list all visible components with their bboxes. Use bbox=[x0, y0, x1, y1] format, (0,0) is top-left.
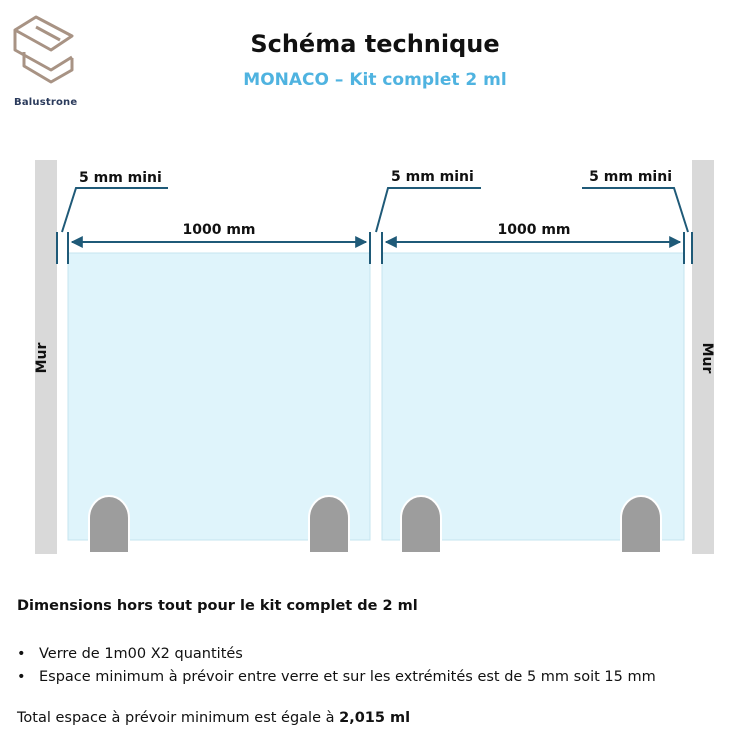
gap-3-leader bbox=[582, 188, 688, 232]
gap-1-label: 5 mm mini bbox=[79, 170, 162, 186]
panel-1-width-label: 1000 mm bbox=[182, 222, 256, 238]
notes-heading: Dimensions hors tout pour le kit complet de 2 ml bbox=[17, 598, 418, 614]
page-title: Schéma technique bbox=[250, 30, 500, 58]
right-wall-label: Mur bbox=[699, 342, 715, 374]
gap-3-label: 5 mm mini bbox=[589, 169, 672, 185]
left-wall-label: Mur bbox=[34, 342, 50, 374]
panel-2-width-label: 1000 mm bbox=[497, 222, 571, 238]
page-subtitle: MONACO – Kit complet 2 ml bbox=[243, 70, 507, 90]
notes-list bbox=[17, 644, 656, 690]
list-item: • Verre de 1m00 X2 quantités bbox=[17, 644, 656, 667]
clamp-3 bbox=[401, 496, 441, 553]
clamp-1 bbox=[89, 496, 129, 553]
clamp-2 bbox=[309, 496, 349, 553]
brand-name: Balustrone bbox=[14, 97, 78, 108]
total-prefix: Total espace à prévoir minimum est égale à bbox=[17, 710, 340, 726]
total-note bbox=[17, 710, 410, 726]
gap-2-leader bbox=[376, 188, 481, 232]
list-item: • Espace minimum à prévoir entre verre et sur les extrémités est de 5 mm soit 15 mm bbox=[17, 667, 656, 690]
clamp-4 bbox=[621, 496, 661, 553]
total-value: 2,015 ml bbox=[339, 710, 411, 726]
gap-2-label: 5 mm mini bbox=[391, 169, 474, 185]
gap-1-leader bbox=[62, 188, 168, 232]
